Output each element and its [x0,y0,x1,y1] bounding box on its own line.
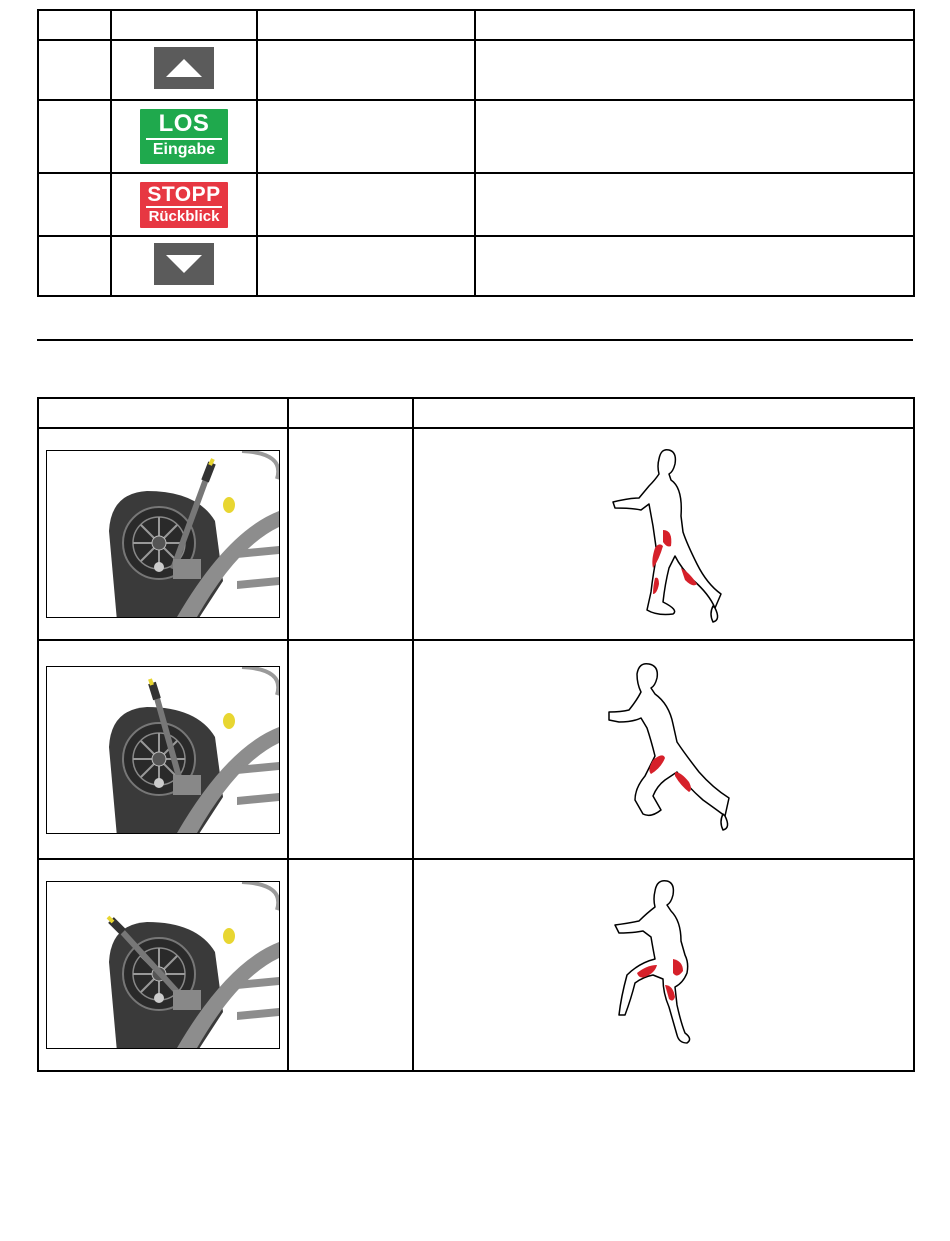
setting-cell [288,640,413,859]
table-row [38,100,914,173]
keys-header-cell [38,10,111,40]
table-row [38,428,914,640]
walking-figure-muscles-icon [589,444,739,624]
stopp-rueckblick-key-icon [140,182,228,228]
climbing-figure-muscles-icon [589,875,739,1055]
stride-lever-low-position-photo [46,450,280,618]
key-name-cell [257,100,475,173]
keys-table [37,9,915,297]
running-figure-muscles-icon [589,660,739,840]
positions-header-row [38,398,914,428]
key-name-cell [257,173,475,236]
machine-image-cell [38,859,288,1071]
machine-image-cell [38,640,288,859]
key-icon-cell [111,236,257,296]
keys-header-cell [475,10,914,40]
key-description-cell [475,100,914,173]
machine-image-cell [38,428,288,640]
stride-lever-high-position-photo [46,881,280,1049]
keys-header-row [38,10,914,40]
setting-cell [288,859,413,1071]
table-row [38,236,914,296]
key-divider [146,138,222,140]
key-description-cell [475,173,914,236]
row-number-cell [38,236,111,296]
los-eingabe-key-icon [140,109,228,164]
up-arrow-key-icon [154,47,214,89]
stride-lever-middle-position-photo [46,666,280,834]
figure-cell [413,428,914,640]
down-arrow-key-icon [154,243,214,285]
positions-header-cell [413,398,914,428]
key-name-cell [257,236,475,296]
positions-header-cell [288,398,413,428]
row-number-cell [38,173,111,236]
key-description-cell [475,40,914,100]
key-icon-cell [111,173,257,236]
table-row [38,40,914,100]
key-main-label: STOPP [147,182,221,206]
row-number-cell [38,40,111,100]
table-row [38,640,914,859]
setting-cell [288,428,413,640]
key-description-cell [475,236,914,296]
key-sub-label: Eingabe [152,141,216,158]
table-row [38,173,914,236]
table-row [38,859,914,1071]
keys-header-cell [257,10,475,40]
key-name-cell [257,40,475,100]
stride-positions-table [37,397,915,1072]
figure-cell [413,640,914,859]
positions-header-cell [38,398,288,428]
figure-cell [413,859,914,1071]
key-icon-cell [111,100,257,173]
key-icon-cell [111,40,257,100]
row-number-cell [38,100,111,173]
key-main-label: LOS [158,110,210,137]
keys-header-cell [111,10,257,40]
section-divider [37,339,913,341]
key-sub-label: Rückblick [148,207,220,225]
